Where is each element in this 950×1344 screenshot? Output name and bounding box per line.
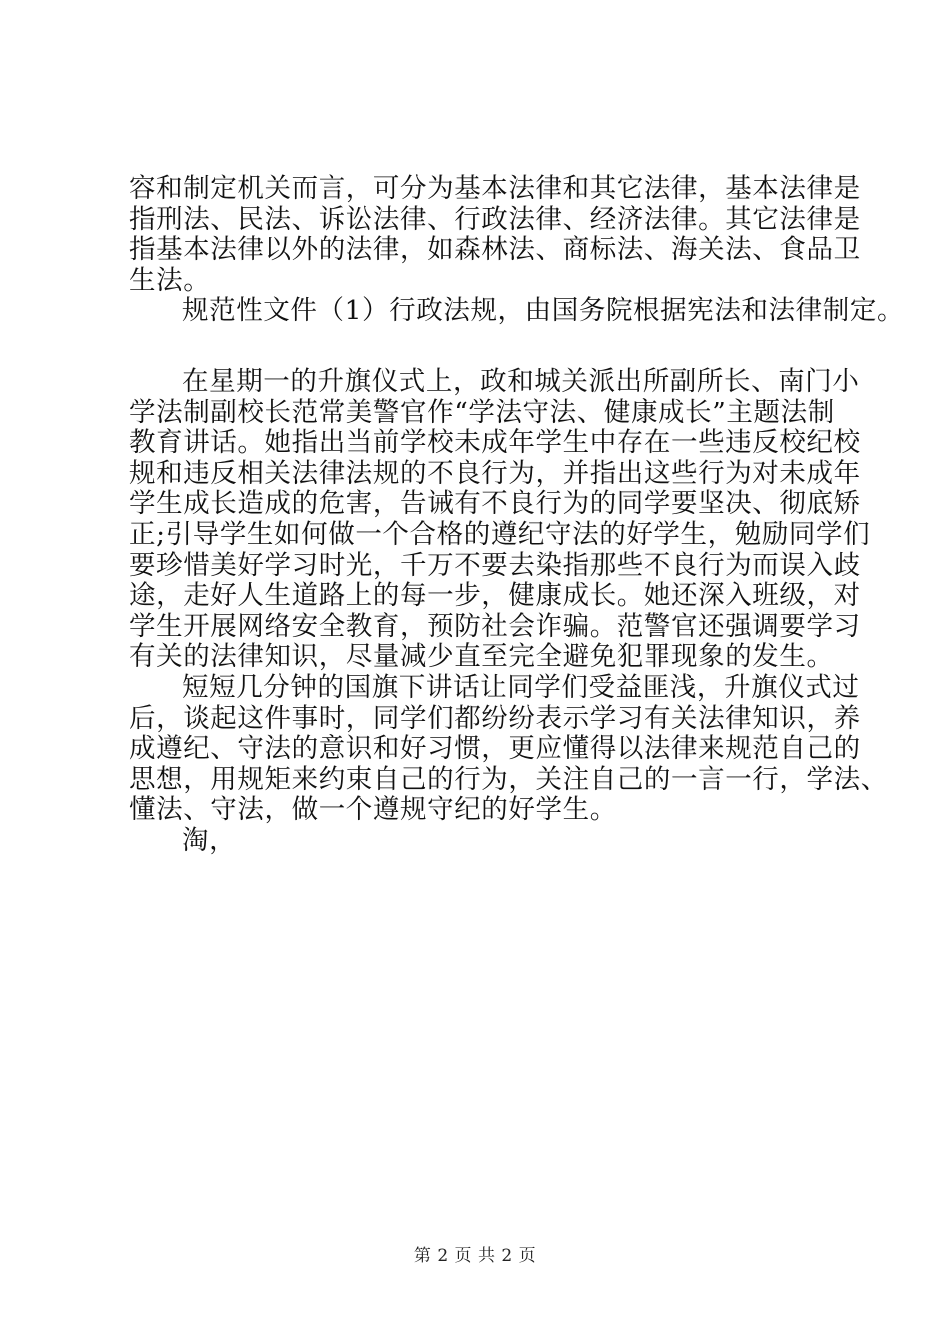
text-line: 在星期一的升旗仪式上，政和城关派出所副所长、南门小 xyxy=(182,365,860,397)
text-line: 有关的法律知识，尽量减少直至完全避免犯罪现象的发生。 xyxy=(129,641,834,673)
paragraph-law-categories xyxy=(129,173,861,296)
text-line: 学法制副校长范常美警官作“学法守法、健康成长”主题法制 xyxy=(129,396,835,428)
text-line: 容和制定机关而言，可分为基本法律和其它法律，基本法律是 xyxy=(129,173,861,204)
text-line: 短短几分钟的国旗下讲话让同学们受益匪浅，升旗仪式过 xyxy=(182,671,860,703)
paragraph-normative-documents xyxy=(129,295,905,327)
text-line: 教育讲话。她指出当前学校未成年学生中存在一些违反校纪校 xyxy=(129,427,861,459)
page-number-footer: 第 2 页 共 2 页 xyxy=(413,1246,537,1266)
text-line: 淘， xyxy=(182,824,237,856)
document-body xyxy=(129,173,905,856)
text-line: 生法。 xyxy=(129,264,211,296)
text-line: 途，走好人生道路上的每一步，健康成长。她还深入班级，对 xyxy=(129,580,861,612)
text-line: 成遵纪、守法的意识和好习惯，更应懂得以法律来规范自己的 xyxy=(129,733,861,765)
text-line: 后，谈起这件事时，同学们都纷纷表示学习有关法律知识，养 xyxy=(129,702,861,734)
text-line: 懂法、守法，做一个遵规守纪的好学生。 xyxy=(129,794,617,826)
text-line: 思想，用规矩来约束自己的行为，关注自己的一言一行，学法、 xyxy=(129,763,888,795)
paragraph-trailing xyxy=(129,826,829,857)
text-line: 正;引导学生如何做一个合格的遵纪守法的好学生，勉励同学们 xyxy=(129,518,871,550)
text-line: 要珍惜美好学习时光，千万不要去染指那些不良行为而误入歧 xyxy=(129,549,861,581)
text-line: 指基本法律以外的法律，如森林法、商标法、海关法、食品卫 xyxy=(129,234,861,266)
text-line: 规范性文件（1）行政法规，由国务院根据宪法和法律制定。 xyxy=(182,295,905,327)
blank-line xyxy=(129,327,829,367)
text-line: 规和违反相关法律法规的不良行为，并指出这些行为对未成年 xyxy=(129,457,861,489)
text-line: 指刑法、民法、诉讼法律、行政法律、经济法律。其它法律是 xyxy=(129,203,861,235)
paragraph-students-response xyxy=(129,671,888,826)
text-line: 学生成长造成的危害，告诫有不良行为的同学要坚决、彻底矫 xyxy=(129,488,861,520)
text-line: 学生开展网络安全教育，预防社会诈骗。范警官还强调要学习 xyxy=(129,610,861,642)
paragraph-flag-ceremony xyxy=(129,365,871,673)
